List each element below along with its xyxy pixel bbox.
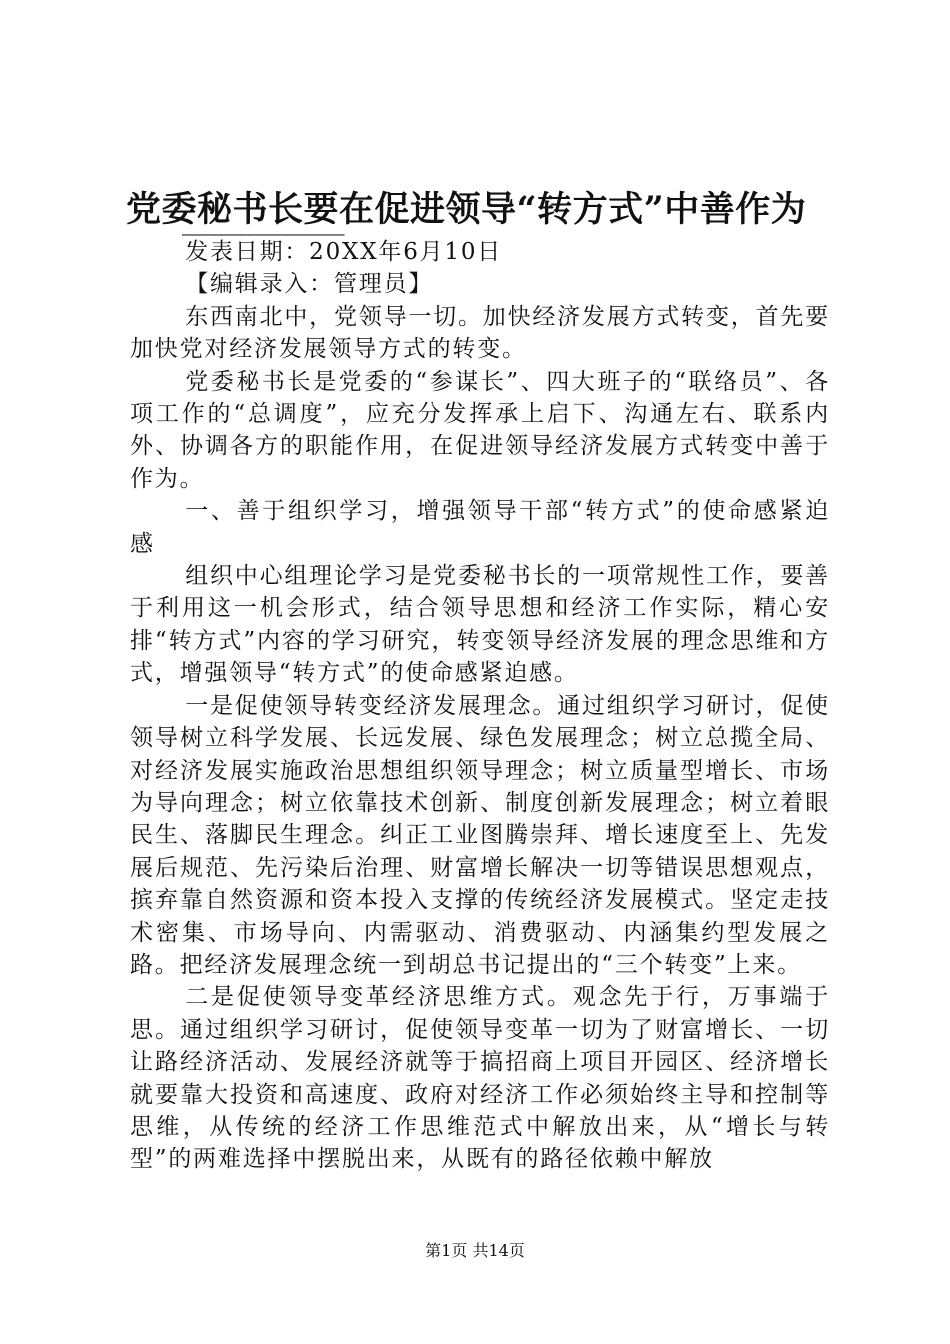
paragraph: 东西南北中，党领导一切。加快经济发展方式转变，首先要加快党对经济发展领导方式的转变。 — [130, 303, 830, 363]
paragraph: 党委秘书长是党委的“参谋长”、四大班子的“联络员”、各项工作的“总调度”，应充分发挥承上启下、沟通左右、联系内外、协调各方的职能作用，在促进领导经济发展方式转变中善于作为。 — [130, 368, 830, 492]
title-separator: —————————————————— — [182, 225, 345, 243]
publish-date: 发表日期：20XX年6月10日 — [185, 239, 503, 265]
document-title: 党委秘书长要在促进领导“转方式”中善作为 — [126, 189, 807, 230]
page-number: 第1页 — [425, 1241, 468, 1260]
page-footer — [0, 1240, 950, 1262]
editor-line: 【编辑录入：管理员】 — [185, 271, 434, 298]
paragraph: 二是促使领导变革经济思维方式。观念先于行，万事端于思。通过组织学习研讨，促使领导变革一切为了财富增长、一切让路经济活动、发展经济就等于搞招商上项目开园区、经济增长就要靠大投资和高速度、政府对经济工作必须始终主导和控制等思维，从传统的经济工作思维范式中解放出来，从“增长与转型”的两难选择中摆脱出来，从既有的路径依赖中解放 — [130, 984, 830, 1173]
section-heading: 一、善于组织学习，增强领导干部“转方式”的使命感紧迫感 — [130, 498, 830, 557]
paragraph: 一是促使领导转变经济发展理念。通过组织学习研讨，促使领导树立科学发展、长远发展、绿色发展理念；树立总揽全局、对经济发展实施政治思想组织领导理念；树立质量型增长、市场为导向理念；树立依靠技术创新、制度创新发展理念；树立着眼民生、落脚民生理念。纠正工业图腾崇拜、增长速度至上、先发展后规范、先污染后治理、财富增长解决一切等错误思想观点，摈弃靠自然资源和资本投入支撑的传统经济发展模式。坚定走技术密集、市场导向、内需驱动、消费驱动、内涵集约型发展之路。把经济发展理念统一到胡总书记提出的“三个转变”上来。 — [130, 692, 830, 978]
document-body — [130, 236, 830, 1176]
paragraph: 组织中心组理论学习是党委秘书长的一项常规性工作，要善于利用这一机会形式，结合领导思想和经济工作实际，精心安排“转方式”内容的学习研究，转变领导经济发展的理念思维和方式，增强领导“转方式”的使命感紧迫感。 — [130, 563, 830, 687]
page-total: 共14页 — [472, 1241, 525, 1260]
